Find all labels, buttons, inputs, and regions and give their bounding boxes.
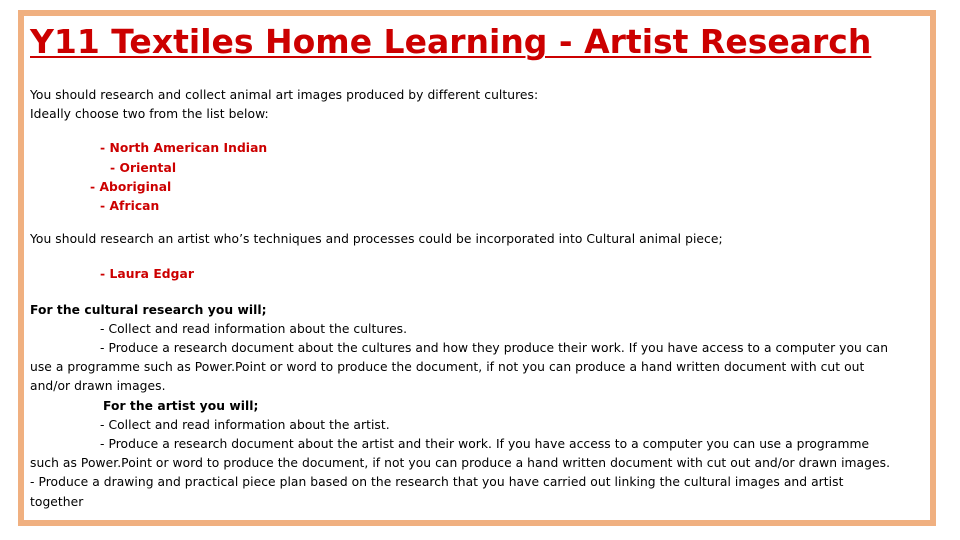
culture-item: - North American Indian (100, 141, 268, 156)
cultural-task-2: - Produce a research document about the cultures and how they produce their work. If you have access to a computer you can (100, 341, 889, 356)
artist-task-2-cont: such as Power.Point or word to produce the document, if not you can produce a hand written document with cut out and/or drawn images. (30, 456, 891, 471)
artist-task-2: - Produce a research document about the artist and their work. If you have access to a computer you can use a programme (100, 437, 870, 452)
cultural-task-2-cont: and/or drawn images. (30, 379, 166, 394)
intro-line-2: Ideally choose two from the list below: (30, 107, 269, 122)
final-task: - Produce a drawing and practical piece plan based on the research that you have carried out linking the cultural images and artist (30, 475, 844, 490)
intro-line-1: You should research and collect animal art images produced by different cultures: (30, 88, 539, 102)
artist-intro: You should research an artist who’s techniques and processes could be incorporated into Cultural animal piece; (30, 232, 723, 247)
cultural-heading: For the cultural research you will; (30, 302, 267, 317)
slide-body (30, 86, 935, 512)
cultural-task-2-cont: use a programme such as Power.Point or word to produce the document, if not you can produce a hand written document with cut out (30, 360, 865, 375)
artist-heading: For the artist you will; (103, 398, 259, 413)
culture-item: - Aboriginal (90, 179, 172, 194)
culture-list (30, 139, 935, 216)
artist-name: - Laura Edgar (100, 267, 194, 282)
cultural-task-1: - Collect and read information about the cultures. (100, 321, 408, 336)
artist-task-1: - Collect and read information about the artist. (100, 417, 390, 432)
final-task-cont: together (30, 494, 84, 509)
culture-item: - Oriental (110, 160, 177, 175)
slide-title: Y11 Textiles Home Learning - Artist Research (30, 22, 872, 61)
culture-item: - African (100, 199, 160, 214)
